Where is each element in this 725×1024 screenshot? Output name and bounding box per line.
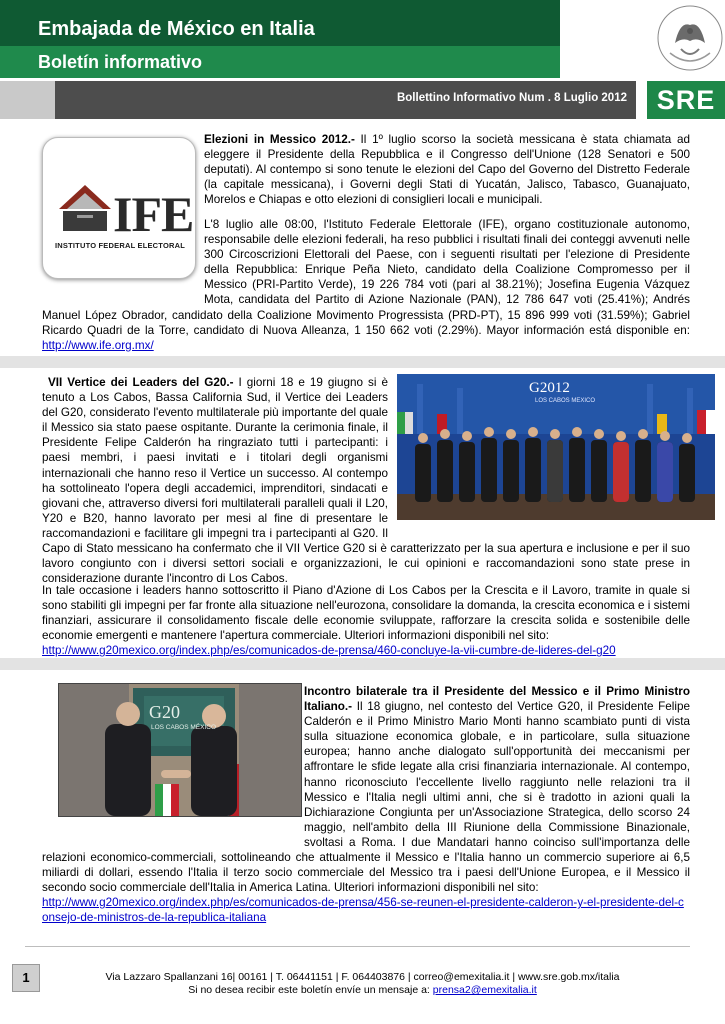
article1-results bbox=[42, 217, 690, 353]
ife-subtitle: INSTITUTO FEDERAL ELECTORAL bbox=[55, 241, 185, 250]
bulletin-number: Bollettino Informativo Num . 8 Luglio 2012 bbox=[396, 92, 627, 104]
bilateral-photo-title: G20 bbox=[149, 702, 180, 722]
section-divider bbox=[0, 356, 725, 368]
g20-link[interactable]: http://www.g20mexico.org/index.php/es/comunicados-de-prensa/460-concluye-la-vii-cumbre-de-lideres-del-g20 bbox=[42, 644, 616, 658]
article3-p1: Il 18 giugno, nel contesto del Vertice G20, il Presidente Felipe Calderón e il Primo Ministro Mario Monti hanno scambiato punti di vista sulla situazione economica globale, e in particolare, sulla situazione europea; hanno anche dialogato sull'opportunità dei meccanismi per affrontare le sfide legate alla crisi finanziaria internazionale. Al contempo, hanno riconosciuto l'eccellente livello raggiunto nelle relazioni tra il Messico e l'Italia negli ultimi anni, che si è tradotto in azioni quali la Dichiarazione Congiunta per un'Associazione Strategica, dello scorso 24 maggio, nell'ambito della III Riunione della Commissione Binazionale, svoltasi a Roma. I due Mandatari hanno coinciso sull'importanza delle relazioni economico-commerciali, sottolineando che attualmente il Messico e l'Italia hanno un commercio superiore ai 6,5 miliardi di dollari, essendo l'Italia il terzo socio commerciale del Messico tra i paesi dell'Unione Europea, e il Messico il secondo socio commerciale dell'Italia in America Latina. Ulteriori informazioni disponibili nel sito: bbox=[42, 700, 690, 895]
ife-link[interactable]: http://www.ife.org.mx/ bbox=[42, 338, 154, 352]
article2-p2: In tale occasione i leaders hanno sottoscritto il Piano d'Azione di Los Cabos per la Crescita e il Lavoro, tramite in quale si sono stabiliti gli impegni per far fronte alla situazione nell'eurozona, consolidare la domanda, la crescita economica e i sistemi finanziari, assicurare il consolidamento fiscale delle economie sviluppate, rafforzare la crescita solida e sostenibile delle economie emergenti e mantenere l'apertura commerciale. Ulteriori informazioni disponibili nel sito: bbox=[42, 584, 690, 643]
page-subtitle: Boletín informativo bbox=[38, 52, 203, 72]
ife-wordmark: IFE bbox=[113, 186, 194, 242]
article2-p1: I giorni 18 e 19 giugno si è tenuto a Los Cabos, Bassa California Sud, il Vertice dei Leaders del G20, considerato l'evento multilaterale più importante del quale il Messico sia stato paese ospitante. Durante la cerimonia finale, il Presidente Felipe Calderón ha ringraziato tutti i partecipanti: i paesi membri, i paesi invitati e i titolari degli organismi internazionali che hanno reso il Vertice un successo. Al contempo ha sottolineato l'opera degli accademici, imprenditori, sindacati e giovani che, attraverso diversi fori multilaterali paralleli quali il L20, Y20 e B20, hanno lavorato per mesi al fine di presentare le raccomandazioni e facilitare gli impegni tra i partecipanti al G20. Il Capo di Stato messicano ha confermato che il VII Vertice G20 si è caratterizzato per la sua apertura e inclusione e per il suo lavoro congiunto con i diversi settori sociali e organizzazioni, le cui opinioni e raccomandazioni sono state prese in considerazione durante l'incontro di Los Cabos. bbox=[42, 376, 690, 586]
article1-p2: L'8 luglio alle 08:00, l'Istituto Federale Elettorale (IFE), organo costituzionale autonomo, responsabile delle elezioni federali, ha reso pubblici i risultati finali dei conteggi avvenuti nelle 300 Circoscrizioni Elettorali del Paese, con i seguenti risultati per l'elezione di Presidente della Repubblica: Enrique Peña Nieto, candidato della Coalizione Compromesso per il Messico (PRI-Partito Verde), 19 226 784 voti (pari al 38.21%); Josefina Eugenia Vázquez Mota, candidata del Partito di Azione Nazionale (PAN), 12 786 647 voti (25.41%); Andrés Manuel López Obrador, candidato della Coalizione Movimento Progressista (PRD-PT), 15 896 999 voti (31.59%); Gabriel Ricardo Quadri de la Torre, candidato di Nuova Alleanza, 1 150 662 voti (2.29%). Mayor información está disponible en: bbox=[42, 218, 690, 337]
footer-divider bbox=[25, 946, 690, 947]
sre-logo-text: SRE bbox=[656, 85, 716, 115]
page-title: Embajada de México en Italia bbox=[38, 18, 315, 40]
footer-address: Via Lazzaro Spallanzani 16| 00161 | T. 06441151 | F. 064403876 | correo@emexitalia.it | www.sre.gob.mx/italia bbox=[105, 971, 620, 983]
page-number: 1 bbox=[12, 964, 40, 992]
g20-photo-title: G2012 bbox=[529, 380, 570, 396]
bilateral-link[interactable]: http://www.g20mexico.org/index.php/es/comunicados-de-prensa/456-se-reunen-el-presidente-calderon-y-el-presidente-del-consejo-de-ministros-de-la-republica-italiana bbox=[42, 896, 684, 925]
bilateral-photo-sub: LOS CABOS MÉXICO bbox=[151, 724, 217, 731]
g20-photo-sub: LOS CABOS MEXICO bbox=[535, 398, 596, 404]
article2-float-spacer bbox=[388, 375, 690, 527]
article3-heading: Incontro bilaterale tra il Presidente del Messico e il Primo Ministro Italiano.- bbox=[304, 685, 690, 714]
article3-float-spacer bbox=[42, 684, 304, 836]
article1-heading: Elezioni in Messico 2012.- bbox=[204, 133, 355, 146]
header-grey-block bbox=[0, 81, 55, 119]
section-divider-2 bbox=[0, 658, 725, 670]
article1-intro bbox=[204, 132, 690, 207]
unsubscribe-email-link[interactable]: prensa2@emexitalia.it bbox=[432, 984, 537, 996]
article2-heading: VII Vertice dei Leaders del G20.- bbox=[48, 376, 234, 389]
article1-float-spacer bbox=[42, 217, 204, 299]
article1-p1: Il 1º luglio scorso la società messicana è stata chiamata ad eleggere il Presidente della Repubblica e il Congresso dell'Unione (128 Senatori e 500 deputati). Al contempo si sono tenute le elezioni del Capo del Governo del Distretto Federale (la capitale messicana), i Governi degli Stati di Yucatán, Jalisco, Tabasco, Guanajuato, Morelos e Chiapas e otto elezioni di consiglieri locali e municipali. bbox=[204, 133, 690, 207]
article2-p2-block bbox=[42, 583, 690, 658]
footer-unsubscribe bbox=[0, 984, 725, 996]
article2-p1-block bbox=[42, 375, 690, 586]
mexican-seal-icon bbox=[655, 3, 725, 73]
footer-unsubscribe-text: Si no desea recibir este boletín envíe un mensaje a: bbox=[188, 984, 433, 996]
article3-block bbox=[42, 684, 690, 926]
sre-logo bbox=[647, 81, 725, 119]
